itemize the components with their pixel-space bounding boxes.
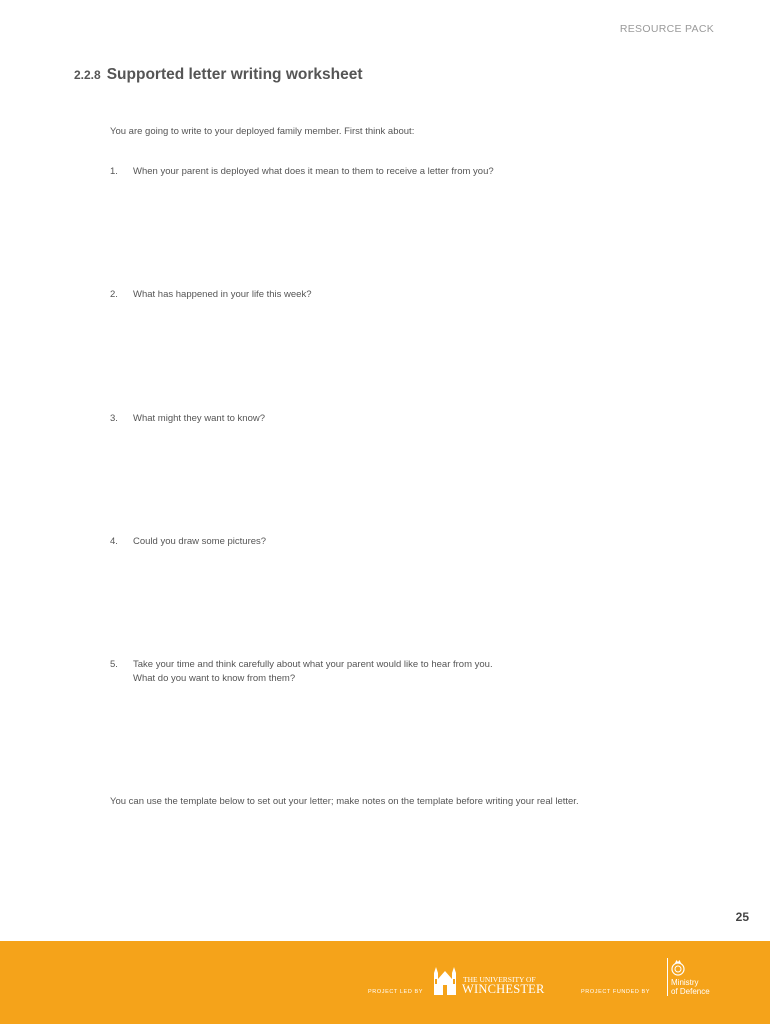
question-number: 1. — [110, 166, 118, 177]
question-text: What might they want to know? — [133, 413, 266, 424]
page-number: 25 — [735, 910, 749, 924]
question-line: Take your time and think carefully about what your parent would like to hear from you. — [133, 659, 493, 670]
mod-name-line2: of Defence — [671, 987, 710, 996]
question-text: When your parent is deployed what does it mean to them to receive a letter from you? — [133, 166, 494, 177]
question-2 — [110, 288, 312, 302]
question-1 — [110, 165, 494, 179]
question-4 — [110, 535, 266, 549]
question-line: What do you want to know from them? — [133, 673, 296, 684]
university-name-top: THE UNIVERSITY OF — [463, 975, 536, 984]
page-title: Supported letter writing worksheet — [106, 66, 363, 83]
project-led-label: PROJECT LED BY — [368, 989, 424, 995]
question-number: 2. — [110, 289, 118, 300]
university-name: WINCHESTER — [462, 982, 545, 996]
question-text: Could you draw some pictures? — [133, 536, 267, 547]
question-3 — [110, 412, 265, 426]
question-text — [133, 658, 493, 686]
section-heading — [74, 66, 362, 84]
mod-name-line1: Ministry — [671, 978, 699, 987]
question-5 — [110, 658, 493, 686]
question-number: 3. — [110, 413, 118, 424]
question-number: 5. — [110, 659, 118, 670]
section-number: 2.2.8 — [74, 68, 101, 82]
logo-divider — [667, 958, 668, 996]
footer-bar — [0, 941, 770, 1024]
resource-pack-label: RESOURCE PACK — [619, 23, 714, 35]
question-number: 4. — [110, 536, 118, 547]
question-text: What has happened in your life this week? — [133, 289, 312, 300]
crest-icon — [670, 959, 686, 977]
project-funded-label: PROJECT FUNDED BY — [581, 989, 651, 995]
closing-text: You can use the template below to set out your letter; make notes on the template before writing your real letter. — [110, 796, 579, 807]
cathedral-icon — [432, 965, 458, 995]
intro-text: You are going to write to your deployed family member. First think about: — [110, 126, 415, 137]
